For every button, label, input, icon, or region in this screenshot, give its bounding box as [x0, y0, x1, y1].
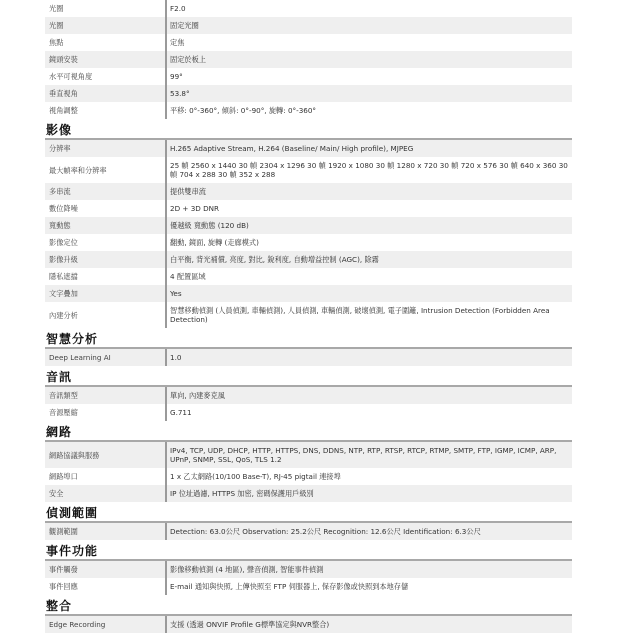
spec-value: 2D + 3D DNR: [170, 204, 219, 213]
table-row: [45, 85, 572, 102]
table-row: [45, 442, 572, 468]
spec-value: 優越級 寬動態 (120 dB): [170, 221, 249, 230]
table-row: [45, 0, 572, 17]
spec-value: 1 x 乙太網路(10/100 Base-T), RJ-45 pigtail 連接埠: [170, 472, 341, 481]
table-row: [45, 561, 572, 578]
spec-label: 視角調整: [45, 102, 167, 119]
spec-label: 事件回應: [45, 578, 167, 595]
video-spec-table: [45, 138, 572, 328]
detection-range-table: [45, 521, 572, 540]
spec-value: 固定於板上: [170, 55, 206, 64]
spec-value: 單向, 內建麥克風: [170, 391, 225, 400]
section-heading-events: 事件功能: [46, 544, 99, 558]
section-heading-network: 網路: [46, 425, 73, 439]
spec-label: 垂直視角: [45, 85, 167, 102]
spec-label: 寬動態: [45, 217, 167, 234]
table-row: [45, 251, 572, 268]
spec-label: 數位降噪: [45, 200, 167, 217]
lens-spec-table: [45, 0, 572, 119]
spec-label: Deep Learning AI: [45, 349, 167, 366]
section-heading-smart-analytics: 智慧分析: [46, 332, 99, 346]
table-row: [45, 234, 572, 251]
table-row: [45, 523, 572, 540]
spec-value: 固定光圈: [170, 21, 199, 30]
spec-label: 音訊類型: [45, 387, 167, 404]
spec-label: 最大幀率和分辨率: [45, 157, 167, 183]
spec-value: 提供雙串流: [170, 187, 206, 196]
spec-label: 隱私遮擋: [45, 268, 167, 285]
spec-value: Detection: 63.0公尺 Observation: 25.2公尺 Recognition: 12.6公尺 Identification: 6.3公尺: [170, 527, 481, 536]
spec-value: 翻動, 鏡面, 旋轉 (走廊模式): [170, 238, 259, 247]
spec-label: 鏡頭安裝: [45, 51, 167, 68]
spec-value: 影像移動偵測 (4 地區), 聲音偵測, 智能事件偵測: [170, 565, 324, 574]
table-row: [45, 17, 572, 34]
section-heading-integration: 整合: [46, 599, 73, 613]
spec-value: 53.8°: [170, 89, 190, 98]
spec-value: 智慧移動偵測 (人員偵測, 車輛偵測), 人員偵測, 車輛偵測, 破壞偵測, 電子圍籬, Intrusion Detection (Forbidden Area Detection): [170, 306, 550, 324]
spec-value: 1.0: [170, 353, 182, 362]
table-row: [45, 285, 572, 302]
audio-spec-table: [45, 385, 572, 421]
spec-value: Yes: [170, 289, 182, 298]
table-row: [45, 183, 572, 200]
spec-label: 網路埠口: [45, 468, 167, 485]
spec-label: 焦點: [45, 34, 167, 51]
spec-value: G.711: [170, 408, 192, 417]
spec-value: 99°: [170, 72, 183, 81]
events-spec-table: [45, 559, 572, 595]
spec-label: 文字疊加: [45, 285, 167, 302]
spec-label: 事件觸發: [45, 561, 167, 578]
spec-value: 平移: 0°-360°, 傾斜: 0°-90°, 旋轉: 0°-360°: [170, 106, 317, 115]
table-row: [45, 157, 572, 183]
spec-value: 4 配置區域: [170, 272, 206, 281]
smart-analytics-table: [45, 347, 572, 366]
table-row: [45, 485, 572, 502]
table-row: [45, 302, 572, 328]
table-row: [45, 387, 572, 404]
section-heading-audio: 音訊: [46, 370, 73, 384]
table-row: [45, 268, 572, 285]
spec-value: E-mail 通知與快照, 上傳快照至 FTP 伺服器上, 保存影像或快照到本地存儲: [170, 582, 409, 591]
integration-spec-table: [45, 614, 572, 633]
spec-label: 光圈: [45, 0, 167, 17]
spec-label: 音源壓縮: [45, 404, 167, 421]
table-row: [45, 578, 572, 595]
table-row: [45, 349, 572, 366]
spec-sheet: [45, 0, 572, 633]
spec-label: 安全: [45, 485, 167, 502]
section-heading-video: 影像: [46, 123, 73, 137]
spec-label: 觀測範圍: [45, 523, 167, 540]
spec-value: F2.0: [170, 4, 186, 13]
section-heading-detection-range: 偵測範圍: [46, 506, 99, 520]
table-row: [45, 404, 572, 421]
spec-label: 光圈: [45, 17, 167, 34]
spec-value: IP 位址過濾, HTTPS 加密, 密碼保護用戶級別: [170, 489, 314, 498]
network-spec-table: [45, 440, 572, 502]
spec-value: IPv4, TCP, UDP, DHCP, HTTP, HTTPS, DNS, DDNS, NTP, RTP, RTSP, RTCP, RTMP, SMTP, FTP, IGMP, ICMP, ARP, UPnP, SNMP, SSL, QoS, TLS 1.2: [170, 446, 557, 464]
table-row: [45, 68, 572, 85]
spec-value: H.265 Adaptive Stream, H.264 (Baseline/ Main/ High profile), MJPEG: [170, 144, 414, 153]
table-row: [45, 140, 572, 157]
spec-value: 白平衡, 背光補償, 亮度, 對比, 銳利度, 自動增益控制 (AGC), 除霧: [170, 255, 379, 264]
table-row: [45, 102, 572, 119]
table-row: [45, 616, 572, 633]
table-row: [45, 468, 572, 485]
spec-value: 支援 (透過 ONVIF Profile G標準協定與NVR整合): [170, 620, 330, 629]
spec-value: 定焦: [170, 38, 185, 47]
spec-label: 影像定位: [45, 234, 167, 251]
spec-label: 水平可視角度: [45, 68, 167, 85]
spec-label: 多串流: [45, 183, 167, 200]
spec-label: Edge Recording: [45, 616, 167, 633]
spec-label: 分辨率: [45, 140, 167, 157]
table-row: [45, 51, 572, 68]
spec-label: 影像升級: [45, 251, 167, 268]
table-row: [45, 200, 572, 217]
table-row: [45, 34, 572, 51]
spec-label: 網路協議與服務: [45, 442, 167, 468]
spec-value: 25 幀 2560 x 1440 30 幀 2304 x 1296 30 幀 1920 x 1080 30 幀 1280 x 720 30 幀 720 x 576 30 幀 640 x 360 30 幀 704 x 288 30 幀 352 x 288: [170, 161, 568, 179]
spec-label: 內建分析: [45, 302, 167, 328]
table-row: [45, 217, 572, 234]
